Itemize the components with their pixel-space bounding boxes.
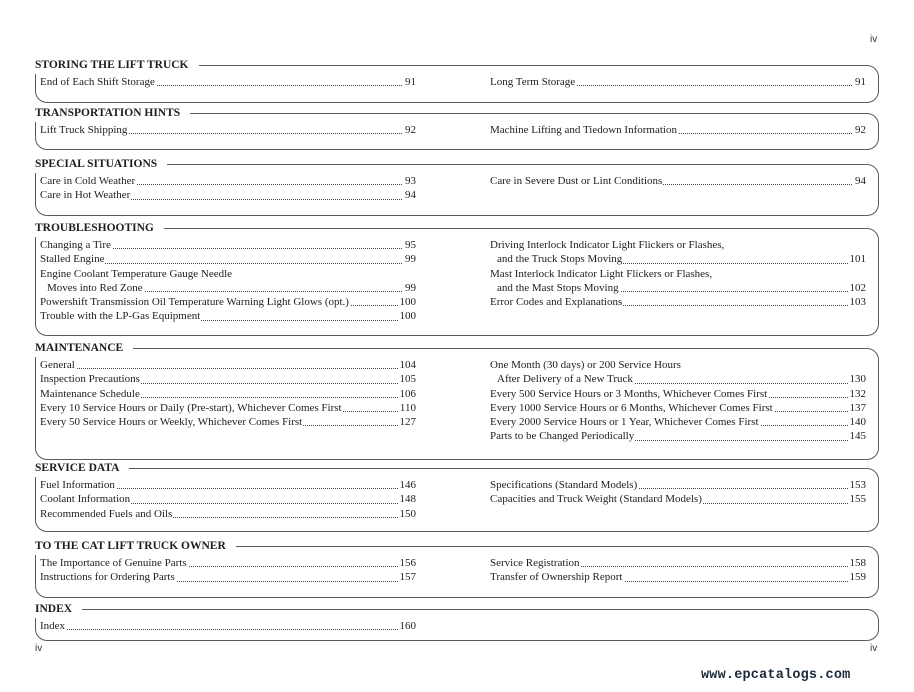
toc-entry-page: 99 <box>405 253 416 266</box>
toc-entry-label: Index <box>40 620 66 632</box>
toc-entry-label: Lift Truck Shipping <box>40 124 128 136</box>
toc-entry-label: Care in Cold Weather <box>40 175 136 187</box>
toc-entry-page: 148 <box>399 493 416 506</box>
toc-entry-page: 103 <box>849 296 866 309</box>
toc-entry-label: Capacities and Truck Weight (Standard Models) <box>490 493 702 506</box>
toc-entry[interactable] <box>40 358 416 372</box>
toc-entry-page: 101 <box>849 253 866 266</box>
toc-entry-page: 155 <box>849 493 866 506</box>
toc-entry[interactable] <box>40 415 416 429</box>
page-number-top: iv <box>870 34 878 45</box>
toc-entry-page: 158 <box>849 557 866 569</box>
section-title: TROUBLESHOOTING <box>35 221 164 235</box>
toc-column-left <box>40 478 416 521</box>
toc-entry[interactable] <box>490 415 866 429</box>
toc-entry-page: 140 <box>849 416 866 429</box>
toc-entry-label: Every 50 Service Hours or Weekly, Whichever Comes First <box>40 416 303 429</box>
dot-leader <box>40 629 416 630</box>
toc-entry-label: Specifications (Standard Models) <box>490 479 638 491</box>
toc-entry-page: 99 <box>405 281 416 294</box>
toc-entry-label: Instructions for Ordering Parts <box>40 571 175 584</box>
toc-entry-label: Engine Coolant Temperature Gauge Needle <box>40 267 233 280</box>
toc-column-left <box>40 75 416 89</box>
toc-entry[interactable] <box>40 309 416 323</box>
toc-entry-page: 100 <box>399 310 416 323</box>
section-title: TRANSPORTATION HINTS <box>35 106 190 120</box>
toc-entry-label: Moves into Red Zone <box>40 282 144 294</box>
toc-section <box>35 221 879 337</box>
toc-entry-page: 153 <box>849 479 866 491</box>
toc-entry[interactable] <box>40 507 416 521</box>
toc-entry-label: End of Each Shift Storage <box>40 76 155 88</box>
toc-entry-label: The Importance of Genuine Parts <box>40 557 187 569</box>
toc-entry[interactable] <box>490 295 866 309</box>
toc-entry-label: Every 1000 Service Hours or 6 Months, Whichever Comes First <box>490 401 773 414</box>
toc-column-right <box>490 123 866 137</box>
toc-column-right <box>490 556 866 585</box>
toc-section <box>35 106 879 151</box>
toc-section <box>35 58 879 104</box>
toc-entry[interactable] <box>40 188 416 202</box>
toc-entry-page: 91 <box>855 76 866 88</box>
toc-entry-label: and the Mast Stops Moving <box>490 282 620 294</box>
toc-entry-page: 106 <box>399 387 416 400</box>
toc-entry[interactable] <box>490 123 866 137</box>
toc-entry-label: Every 500 Service Hours or 3 Months, Whichever Comes First <box>490 387 768 400</box>
toc-entry-label: General <box>40 359 75 371</box>
toc-entry[interactable] <box>40 387 416 401</box>
toc-entry[interactable] <box>490 358 866 372</box>
toc-column-right <box>490 358 866 444</box>
toc-section <box>35 461 879 533</box>
toc-column-left <box>40 174 416 203</box>
toc-entry[interactable] <box>40 478 416 492</box>
toc-entry-page: 102 <box>849 281 866 294</box>
toc-entry-page: 159 <box>849 571 866 584</box>
toc-entry[interactable] <box>490 372 866 386</box>
section-title: TO THE CAT LIFT TRUCK OWNER <box>35 539 236 553</box>
toc-entry[interactable] <box>40 123 416 137</box>
toc-entry[interactable] <box>40 75 416 89</box>
toc-column-right <box>490 238 866 309</box>
toc-entry[interactable] <box>490 429 866 443</box>
toc-entry-label: Maintenance Schedule <box>40 387 140 400</box>
toc-entry-label: Parts to be Changed Periodically <box>490 430 635 443</box>
toc-column-left <box>40 238 416 324</box>
toc-entry[interactable] <box>40 619 416 633</box>
toc-entry-label: Care in Severe Dust or Lint Conditions <box>490 175 663 187</box>
toc-entry-page: 100 <box>399 296 416 309</box>
toc-entry[interactable] <box>40 252 416 266</box>
toc-entry[interactable] <box>490 492 866 506</box>
watermark-url: www.epcatalogs.com <box>701 668 851 683</box>
toc-entry[interactable] <box>40 570 416 584</box>
toc-entry-page: 156 <box>399 557 416 569</box>
toc-entry[interactable] <box>490 387 866 401</box>
toc-entry-page: 150 <box>399 507 416 520</box>
toc-entry[interactable] <box>40 401 416 415</box>
toc-entry-page: 132 <box>849 387 866 400</box>
toc-entry-label: Inspection Precautions <box>40 373 140 386</box>
toc-entry[interactable] <box>40 372 416 386</box>
toc-entry-page: 92 <box>405 124 416 136</box>
toc-entry-page: 94 <box>405 189 416 202</box>
toc-entry-label: Driving Interlock Indicator Light Flickers or Flashes, <box>490 239 725 251</box>
toc-entry[interactable] <box>490 401 866 415</box>
toc-entry-label: Service Registration <box>490 557 580 569</box>
page-number-bottom-right: iv <box>870 643 878 654</box>
toc-entry[interactable] <box>40 267 416 281</box>
toc-entry-label: One Month (30 days) or 200 Service Hours <box>490 359 681 371</box>
toc-entry[interactable] <box>40 492 416 506</box>
dot-leader <box>40 368 416 369</box>
toc-entry[interactable] <box>490 570 866 584</box>
toc-entry[interactable] <box>40 556 416 570</box>
section-title: MAINTENANCE <box>35 341 133 355</box>
toc-entry-page: 105 <box>399 373 416 386</box>
toc-entry-label: Care in Hot Weather <box>40 189 131 202</box>
toc-entry-page: 130 <box>849 373 866 386</box>
section-title: STORING THE LIFT TRUCK <box>35 58 199 72</box>
toc-entry-label: Powershift Transmission Oil Temperature Warning Light Glows (opt.) <box>40 296 349 309</box>
toc-entry[interactable] <box>40 295 416 309</box>
toc-section <box>35 602 879 642</box>
toc-entry-label: Every 2000 Service Hours or 1 Year, Whichever Comes First <box>490 416 759 429</box>
toc-entry-label: Fuel Information <box>40 479 115 491</box>
toc-column-right <box>490 75 866 89</box>
toc-entry-label: After Delivery of a New Truck <box>490 373 634 385</box>
toc-entry-page: 157 <box>399 571 416 584</box>
section-title: SERVICE DATA <box>35 461 129 475</box>
toc-entry-page: 127 <box>399 416 416 429</box>
toc-entry[interactable] <box>490 252 866 266</box>
toc-entry[interactable] <box>490 267 866 281</box>
toc-entry[interactable] <box>490 75 866 89</box>
toc-column-right <box>490 174 866 188</box>
toc-entry-label: Machine Lifting and Tiedown Information <box>490 124 677 136</box>
page-number-bottom-left: iv <box>35 643 43 654</box>
toc-column-left <box>40 123 416 137</box>
toc-entry-page: 146 <box>399 479 416 491</box>
toc-entry-page: 145 <box>849 430 866 443</box>
toc-entry[interactable] <box>40 238 416 252</box>
toc-entry[interactable] <box>40 281 416 295</box>
toc-section <box>35 341 879 461</box>
toc-entry-label: Transfer of Ownership Report <box>490 571 623 584</box>
toc-column-right <box>490 478 866 507</box>
section-title: INDEX <box>35 602 82 616</box>
toc-column-left <box>40 619 416 633</box>
toc-section <box>35 539 879 599</box>
toc-entry-page: 95 <box>405 239 416 251</box>
toc-entry-label: Stalled Engine <box>40 253 105 266</box>
toc-entry-label: Recommended Fuels and Oils <box>40 507 173 520</box>
toc-entry[interactable] <box>490 174 866 188</box>
toc-entry-label: Every 10 Service Hours or Daily (Pre-start), Whichever Comes First <box>40 401 342 414</box>
toc-section <box>35 157 879 217</box>
toc-column-left <box>40 556 416 585</box>
toc-entry[interactable] <box>490 281 866 295</box>
toc-entry-label: Coolant Information <box>40 493 131 506</box>
toc-entry-page: 137 <box>849 401 866 414</box>
toc-entry-page: 93 <box>405 175 416 187</box>
toc-entry-label: Long Term Storage <box>490 76 576 88</box>
toc-entry[interactable] <box>40 174 416 188</box>
toc-entry[interactable] <box>490 238 866 252</box>
section-title: SPECIAL SITUATIONS <box>35 157 167 171</box>
toc-entry[interactable] <box>490 478 866 492</box>
toc-entry[interactable] <box>490 556 866 570</box>
toc-entry-page: 92 <box>855 124 866 136</box>
toc-entry-page: 160 <box>399 620 416 632</box>
toc-entry-page: 110 <box>399 401 416 414</box>
toc-entry-label: Trouble with the LP-Gas Equipment <box>40 310 201 323</box>
toc-entry-page: 104 <box>399 359 416 371</box>
toc-entry-page: 94 <box>855 175 866 187</box>
toc-column-left <box>40 358 416 429</box>
toc-entry-label: Error Codes and Explanations <box>490 296 623 309</box>
toc-entry-label: Changing a Tire <box>40 239 111 251</box>
toc-entry-label: Mast Interlock Indicator Light Flickers or Flashes, <box>490 267 713 280</box>
toc-entry-label: and the Truck Stops Moving <box>490 253 623 265</box>
toc-entry-page: 91 <box>405 76 416 88</box>
